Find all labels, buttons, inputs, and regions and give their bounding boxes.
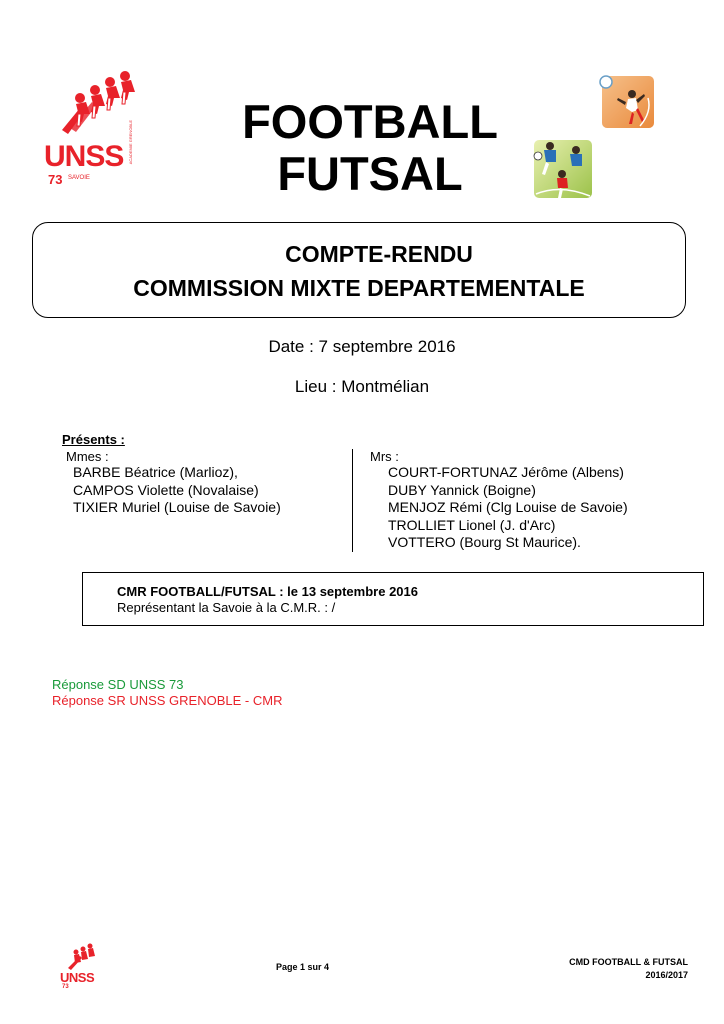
- men-heading: Mrs :: [370, 449, 399, 464]
- list-item: BARBE Béatrice (Marlioz),: [73, 464, 238, 480]
- footer-logo-brand: UNSS: [60, 970, 95, 985]
- cmr-title: CMR FOOTBALL/FUTSAL : le 13 septembre 2016: [117, 584, 418, 599]
- footer-unss-logo: [58, 942, 110, 992]
- meeting-location: Lieu : Montmélian: [294, 377, 430, 396]
- unss-logo: [40, 68, 160, 188]
- football-player-icon: [596, 72, 656, 132]
- footer-doc-title: CMD FOOTBALL & FUTSAL: [569, 957, 688, 967]
- footer-logo-number: 73: [62, 984, 69, 990]
- attendees-divider: [352, 449, 353, 552]
- logo-vertical-text: ACADEMIE GRENOBLE: [128, 120, 133, 165]
- report-subheading: COMMISSION MIXTE DEPARTEMENTALE: [133, 275, 585, 301]
- footer-doc-year: 2016/2017: [645, 970, 688, 980]
- meeting-date: Date : 7 septembre 2016: [268, 337, 456, 356]
- men-list: [388, 464, 628, 552]
- title-futsal: FUTSAL: [277, 147, 463, 200]
- women-list: [73, 464, 281, 517]
- futsal-players-icon: [530, 134, 594, 204]
- list-item: DUBY Yannick (Boigne): [388, 481, 536, 498]
- response-sr: Réponse SR UNSS GRENOBLE - CMR: [52, 693, 283, 708]
- list-item: MENJOZ Rémi (Clg Louise de Savoie): [388, 499, 628, 515]
- cmr-box: [82, 572, 704, 626]
- logo-region: SAVOIE: [68, 175, 90, 181]
- women-heading: Mmes :: [66, 449, 109, 464]
- logo-brand: UNSS: [44, 140, 124, 173]
- page-number: Page 1 sur 4: [276, 962, 330, 972]
- title-football: FOOTBALL: [242, 95, 498, 148]
- list-item: TROLLIET Lionel (J. d'Arc): [388, 516, 556, 533]
- report-title-box: [32, 222, 686, 318]
- footer-doc-info: [569, 956, 688, 982]
- list-item: COURT-FORTUNAZ Jérôme (Albens): [388, 464, 624, 480]
- attendees-label: Présents :: [62, 432, 125, 447]
- list-item: VOTTERO (Bourg St Maurice).: [388, 534, 581, 550]
- logo-number: 73: [48, 172, 63, 187]
- list-item: CAMPOS Violette (Novalaise): [73, 481, 259, 498]
- report-heading: COMPTE-RENDU: [285, 241, 473, 267]
- cmr-representative: Représentant la Savoie à la C.M.R. : /: [117, 600, 336, 615]
- response-sd: Réponse SD UNSS 73: [52, 677, 184, 692]
- list-item: TIXIER Muriel (Louise de Savoie): [73, 499, 281, 515]
